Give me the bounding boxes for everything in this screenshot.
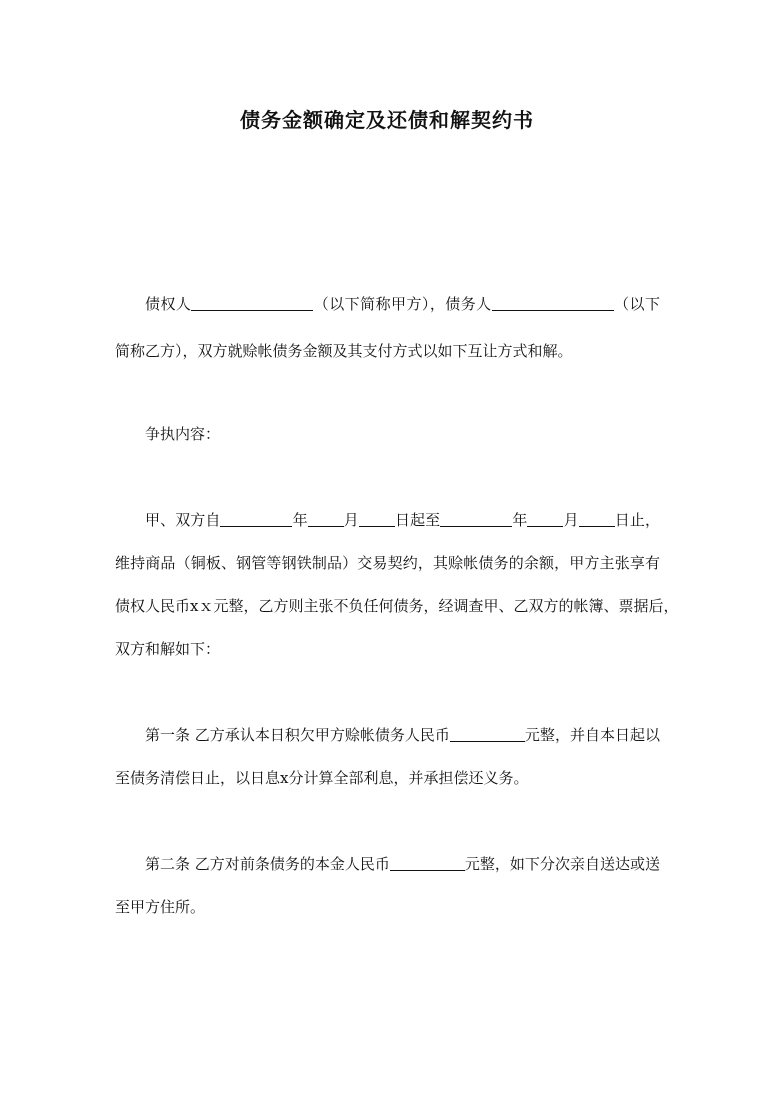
dispute-heading: 争执内容： [145,425,221,443]
year-label: 年 [292,511,308,529]
debtor-name-blank[interactable] [492,295,614,311]
month-label-2: 月 [563,511,579,529]
principal-amount-blank[interactable] [390,855,465,871]
article-one-end: 元整，并自本日起以 [524,726,660,744]
creditor-name-blank[interactable] [191,295,313,311]
year-label-2: 年 [512,511,528,529]
article-two-line-2: 至甲方住所。 [115,898,206,916]
article-two-text: 第二条 乙方对前条债务的本金人民币 [145,855,390,873]
creditor-debtor-text: （以下简称甲方），债务人 [313,295,492,313]
end-day-blank[interactable] [579,511,615,527]
article-one-line-2: 至债务清偿日止，以日息x分计算全部利息，并承担偿还义务。 [115,769,529,787]
creditor-label: 债权人 [145,295,192,313]
article-one-line [145,725,660,745]
end-year-blank[interactable] [440,511,512,527]
day-to-label: 日止， [614,511,660,529]
article-two-end: 元整，如下分次亲自送达或送 [464,855,660,873]
period-line [145,510,660,530]
end-month-blank[interactable] [527,511,563,527]
day-from-label: 日起至 [394,511,441,529]
start-day-blank[interactable] [359,511,395,527]
month-label: 月 [343,511,359,529]
settlement-intro-line: 简称乙方），双方就赊帐债务金额及其支付方式以如下互让方式和解。 [115,342,573,360]
settlement-heading-line: 双方和解如下： [115,640,221,658]
start-year-blank[interactable] [220,511,292,527]
article-one-text: 第一条 乙方承认本日积欠甲方赊帐债务人民币 [145,726,450,744]
article-two-line [145,854,660,874]
debt-amount-blank[interactable] [450,726,525,742]
creditor-debtor-line [145,294,660,314]
page-title: 债务金额确定及还债和解契约书 [240,108,534,132]
claim-line: 债权人民币xｘ元整，乙方则主张不负任何债务，经调查甲、乙双方的帐簿、票据后， [115,597,679,615]
creditor-debtor-end: （以下 [613,295,660,313]
start-month-blank[interactable] [308,511,344,527]
period-start-text: 甲、双方自 [145,511,221,529]
trade-contract-line: 维持商品（铜板、钢管等钢铁制品）交易契约，其赊帐债务的余额，甲方主张享有 [115,554,660,572]
